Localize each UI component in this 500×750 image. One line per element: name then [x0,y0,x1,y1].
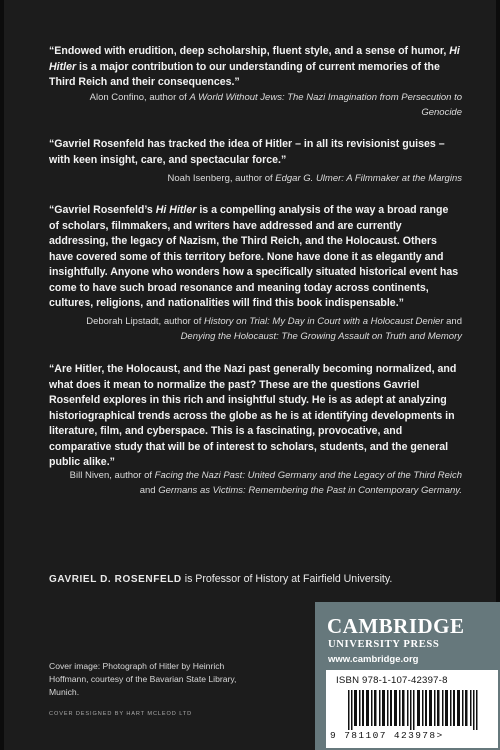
author-bio [49,573,392,585]
cover-image-credit: Cover image: Photograph of Hitler by Heinrich Hoffmann, courtesy of the Bavarian State Library, Munich. [49,661,237,697]
blurb-4-attribution: Bill Niven, author of Facing the Nazi Past: United Germany and the Legacy of the Third Reich and Germans as Victims: Remembering the Past in Contemporary Germany. [69,470,462,496]
blurb-1-attribution: Alon Confino, author of A World Without Jews: The Nazi Imagination from Persecution to Genocide [89,92,462,118]
blurb-3-attribution: Deborah Lipstadt, author of History on Trial: My Day in Court with a Holocaust Denier and Denying the Holocaust: The Growing Assault on Truth and Memory [86,316,462,342]
author-name: GAVRIEL D. ROSENFELD [49,574,182,585]
barcode-panel [326,670,498,748]
publisher-name: CAMBRIDGE [327,614,465,638]
author-bio-text: is Professor of History at Fairfield University. [181,573,393,585]
barcode-graphic [348,690,482,730]
blurb-3-quote: “Gavriel Rosenfeld’s Hi Hitler is a compelling analysis of the way a broad range of scholars, filmmakers, and writers have addressed and are currently addressing, the legacy of Nazism, the Third Reich, and the Holocaust. Others have covered some of this territory before. None have done it as elegantly and insightfully. Anyone who wonders how a specifically situated historical event has come to have such broad resonance and meaning today across continents, cultures, religions, and nationalities will find this book indispensable.” [49,204,459,309]
publisher-panel [315,602,500,750]
left-edge [0,0,4,750]
blurb-2-quote: “Gavriel Rosenfeld has tracked the idea of Hitler – in all its revisionist guises – with keen insight, care, and spectacular force.” [49,138,445,166]
barcode-digits: 9 781107 423978> [330,730,444,741]
blurb-4-quote: “Are Hitler, the Holocaust, and the Nazi past generally becoming normalized, and what does it mean to normalize the past? These are the questions Gavriel Rosenfeld explores in this rich and insightful study. He is as adept at analyzing historiographical trends across the globe as he is at identifying developments in literature, film, and cyberspace. This is a fascinating, provocative, and comparative study that will be of interest to scholars, students, and the general public alike.” [49,363,457,468]
publisher-url: www.cambridge.org [328,654,419,665]
blurb-1-quote: “Endowed with erudition, deep scholarship, fluent style, and a sense of humor, Hi Hitler is a major contribution to our understanding of current memories of the Third Reich and their consequences.” [49,45,460,88]
publisher-press: UNIVERSITY PRESS [328,639,440,650]
isbn-text: ISBN 978-1-107-42397-8 [336,675,448,686]
cover-designer-credit: COVER DESIGNED BY HART MCLEOD LTD [49,711,193,717]
blurb-2-attribution: Noah Isenberg, author of Edgar G. Ulmer: A Filmmaker at the Margins [167,173,462,184]
